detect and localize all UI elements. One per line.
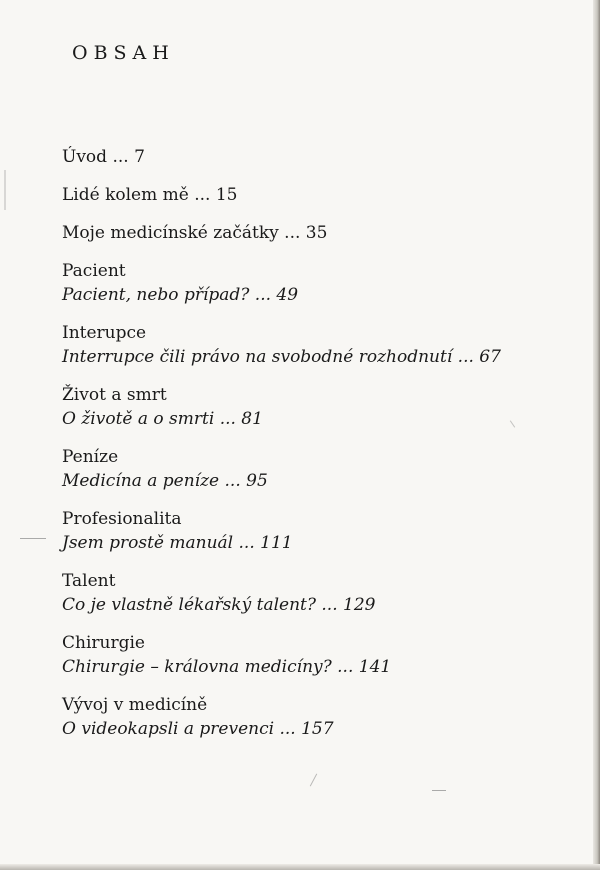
toc-chapter-title: Jsem prostě manuál ... 111 — [62, 533, 293, 553]
toc-chapter-title: O videokapsli a prevenci ... 157 — [62, 719, 334, 739]
toc-chapter-title: Medicína a peníze ... 95 — [62, 471, 268, 491]
table-of-contents — [62, 145, 562, 755]
toc-section-heading: Profesionalita — [62, 509, 182, 529]
toc-entry-penize — [62, 445, 562, 507]
toc-entry-pacient — [62, 259, 562, 321]
toc-section-heading: Vývoj v medicíně — [62, 695, 208, 715]
toc-section-heading: Talent — [62, 571, 116, 591]
toc-section-heading: Chirurgie — [62, 633, 145, 653]
toc-section-heading: Interupce — [62, 323, 147, 343]
toc-entry-uvod — [62, 145, 562, 183]
scan-mark — [432, 790, 446, 791]
toc-chapter-title: Chirurgie – královna medicíny? ... 141 — [62, 657, 392, 677]
toc-entry-text: Lidé kolem mě ... 15 — [62, 185, 238, 205]
toc-entry-lide — [62, 183, 562, 221]
toc-section-heading: Život a smrt — [62, 385, 167, 405]
scan-mark — [310, 774, 317, 787]
toc-section-heading: Pacient — [62, 261, 126, 281]
toc-chapter-title: O životě a o smrti ... 81 — [62, 409, 263, 429]
toc-entry-vyvoj — [62, 693, 562, 755]
scan-mark — [4, 170, 6, 210]
toc-entry-text: Úvod ... 7 — [62, 147, 145, 167]
toc-section-heading: Peníze — [62, 447, 119, 467]
toc-chapter-title: Interrupce čili právo na svobodné rozhodnutí ... 67 — [62, 347, 501, 367]
page-edge-shadow — [593, 0, 600, 870]
toc-entry-zacatky — [62, 221, 562, 259]
page-title: OBSAH — [72, 42, 175, 64]
toc-chapter-title: Pacient, nebo případ? ... 49 — [62, 285, 299, 305]
page-edge-shadow — [0, 864, 600, 870]
scan-mark — [20, 538, 46, 539]
toc-entry-chirurgie — [62, 631, 562, 693]
toc-entry-interupce — [62, 321, 562, 383]
toc-entry-talent — [62, 569, 562, 631]
toc-chapter-title: Co je vlastně lékařský talent? ... 129 — [62, 595, 376, 615]
toc-entry-text: Moje medicínské začátky ... 35 — [62, 223, 328, 243]
toc-entry-zivot — [62, 383, 562, 445]
toc-entry-profesionalita — [62, 507, 562, 569]
